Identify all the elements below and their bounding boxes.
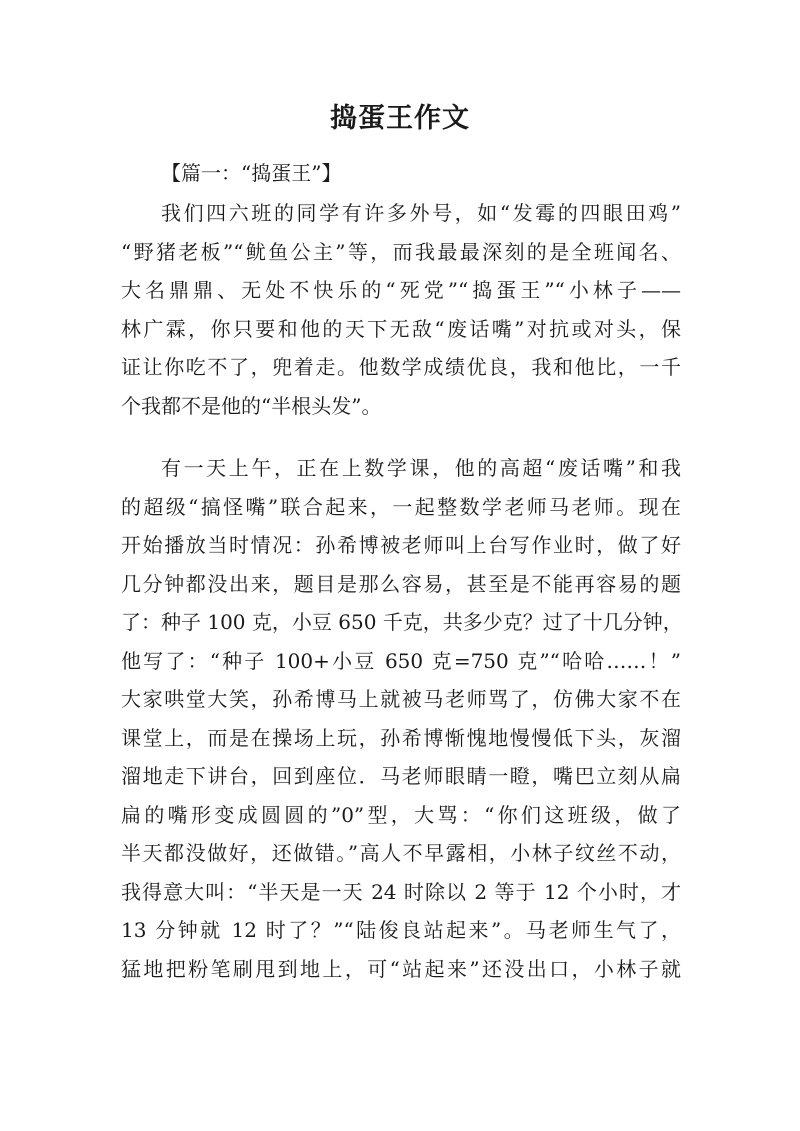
paragraph-1: [121, 194, 681, 425]
paragraph-line: 他写了：“种子 100+小豆 650 克=750 克”“哈哈……！”: [121, 648, 681, 673]
document-title: 捣蛋王作文: [330, 103, 470, 134]
paragraph-line: 开始播放当时情况：孙希博被老师叫上台写作业时，做了好: [121, 533, 681, 557]
section-heading: 【篇一：“捣蛋王”】: [161, 161, 342, 185]
paragraph-line: 扁的嘴形变成圆圆的”0”型，大骂：“你们这班级，做了: [121, 802, 681, 827]
paragraph-line: 13 分钟就 12 时了？”“陆俊良站起来”。马老师生气了，: [121, 918, 681, 942]
paragraph-line: 了：种子 100 克，小豆 650 千克，共多少克？过了十几分钟，: [121, 610, 683, 634]
paragraph-line: 证让你吃不了，兜着走。他数学成绩优良，我和他比，一千: [121, 355, 681, 379]
paragraph-line: 林广霖，你只要和他的天下无敌“废话嘴”对抗或对头，保: [121, 316, 681, 341]
paragraph-line: 大家哄堂大笑，孙希博马上就被马老师骂了，仿佛大家不在: [121, 687, 681, 711]
paragraph-line: 几分钟都没出来，题目是那么容易，甚至是不能再容易的题: [121, 571, 681, 596]
paragraph-2: [121, 449, 681, 988]
paragraph-line: 有一天上午，正在上数学课，他的高超“废话嘴”和我: [161, 456, 681, 480]
paragraph-line: 我得意大叫：“半天是一天 24 时除以 2 等于 12 个小时，才: [121, 879, 681, 904]
paragraph-line: 的超级“搞怪嘴”联合起来，一起整数学老师马老师。现在: [121, 494, 681, 519]
paragraph-line: 大名鼎鼎、无处不快乐的“死党”“捣蛋王”“小林子——: [121, 278, 681, 302]
paragraph-line: 猛地把粉笔刷甩到地上，可“站起来”还没出口，小林子就: [121, 956, 681, 981]
paragraph-line: “野猪老板”“鱿鱼公主”等，而我最最深刻的是全班闻名、: [121, 239, 681, 264]
paragraph-line: 半天都没做好，还做错。”高人不早露相，小林子纹丝不动，: [121, 841, 681, 865]
paragraph-line: 溜地走下讲台，回到座位．马老师眼睛一瞪，嘴巴立刻从扁: [121, 764, 681, 788]
paragraph-line: 课堂上，而是在操场上玩，孙希博惭愧地慢慢低下头，灰溜: [121, 725, 681, 750]
paragraph-line: 我们四六班的同学有许多外号，如“发霉的四眼田鸡”: [161, 201, 681, 225]
paragraph-line: 个我都不是他的“半根头发”。: [121, 393, 382, 418]
